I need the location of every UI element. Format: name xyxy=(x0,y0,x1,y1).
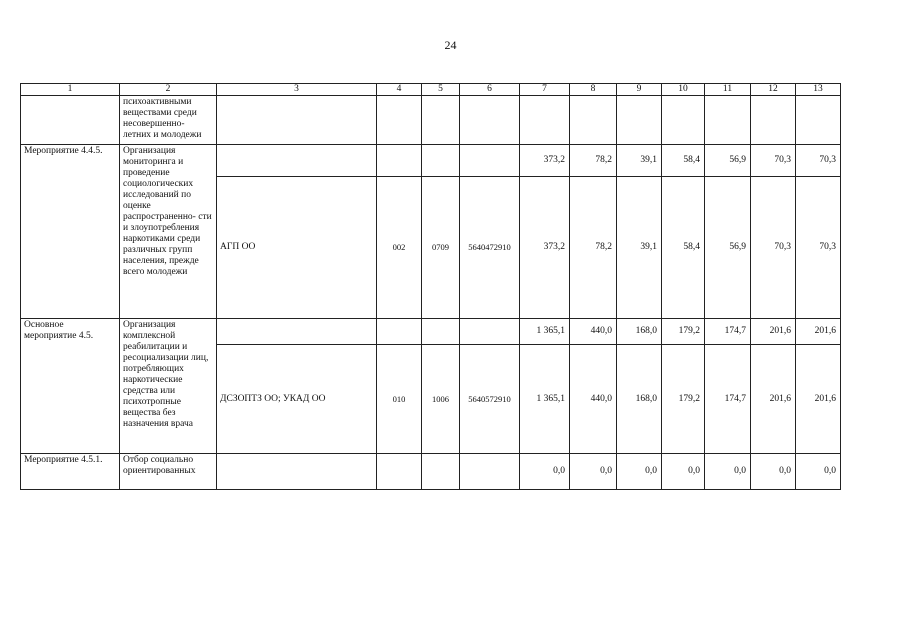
value-cell: 201,6 xyxy=(751,345,796,454)
header-cell: 5 xyxy=(422,84,460,96)
event-name-cell: психоактивными веществами среди несовершенно- летних и молодежи xyxy=(120,96,217,145)
value-cell: 78,2 xyxy=(570,177,617,319)
header-cell: 6 xyxy=(460,84,520,96)
value-cell: 168,0 xyxy=(617,319,662,345)
value-cell: 70,3 xyxy=(751,145,796,177)
code-cell: 002 xyxy=(377,177,422,319)
code-cell: 010 xyxy=(377,345,422,454)
value-cell: 201,6 xyxy=(796,345,841,454)
event-id-cell: Мероприятие 4.4.5. xyxy=(21,145,120,319)
executor-cell: АГП ОО xyxy=(217,177,377,319)
header-cell: 7 xyxy=(520,84,570,96)
value-cell: 440,0 xyxy=(570,345,617,454)
event-name-cell: Организация комплексной реабилитации и ресоциализации лиц, потребляющих наркотические средства или психотропные вещества без назначения врача xyxy=(120,319,217,454)
code-cell: 5640572910 xyxy=(460,345,520,454)
value-cell: 174,7 xyxy=(705,345,751,454)
value-cell: 70,3 xyxy=(796,177,841,319)
table-row xyxy=(21,145,841,177)
code-cell: 1006 xyxy=(422,345,460,454)
event-id-cell: Мероприятие 4.5.1. xyxy=(21,454,120,490)
code-cell: 0709 xyxy=(422,177,460,319)
header-cell: 11 xyxy=(705,84,751,96)
value-cell: 0,0 xyxy=(520,454,570,490)
header-cell: 1 xyxy=(21,84,120,96)
value-cell: 201,6 xyxy=(751,319,796,345)
budget-table xyxy=(20,83,841,490)
value-cell: 174,7 xyxy=(705,319,751,345)
value-cell: 179,2 xyxy=(662,319,705,345)
value-cell: 0,0 xyxy=(617,454,662,490)
value-cell: 78,2 xyxy=(570,145,617,177)
header-cell: 13 xyxy=(796,84,841,96)
header-cell: 10 xyxy=(662,84,705,96)
value-cell: 1 365,1 xyxy=(520,319,570,345)
value-cell: 0,0 xyxy=(751,454,796,490)
header-cell: 4 xyxy=(377,84,422,96)
value-cell: 39,1 xyxy=(617,145,662,177)
header-cell: 12 xyxy=(751,84,796,96)
header-cell: 8 xyxy=(570,84,617,96)
value-cell: 0,0 xyxy=(705,454,751,490)
value-cell: 1 365,1 xyxy=(520,345,570,454)
header-cell: 3 xyxy=(217,84,377,96)
value-cell: 0,0 xyxy=(796,454,841,490)
value-cell: 56,9 xyxy=(705,145,751,177)
code-cell: 5640472910 xyxy=(460,177,520,319)
header-row xyxy=(21,84,841,96)
event-id-cell xyxy=(21,96,120,145)
value-cell: 58,4 xyxy=(662,177,705,319)
value-cell: 0,0 xyxy=(570,454,617,490)
executor-cell: ДСЗОПТЗ ОО; УКАД ОО xyxy=(217,345,377,454)
event-id-cell: Основное мероприятие 4.5. xyxy=(21,319,120,454)
value-cell: 440,0 xyxy=(570,319,617,345)
value-cell: 0,0 xyxy=(662,454,705,490)
value-cell: 56,9 xyxy=(705,177,751,319)
value-cell: 373,2 xyxy=(520,177,570,319)
value-cell: 201,6 xyxy=(796,319,841,345)
page-number: 24 xyxy=(444,38,457,52)
event-name-cell: Организация мониторинга и проведение социологических исследований по оценке распространенно- сти и злоупотребления наркотиками среди различных групп населения, прежде всего молодежи xyxy=(120,145,217,319)
table-row xyxy=(21,454,841,490)
value-cell: 168,0 xyxy=(617,345,662,454)
event-name-cell: Отбор социально ориентированных xyxy=(120,454,217,490)
table-row xyxy=(21,96,841,145)
header-cell: 9 xyxy=(617,84,662,96)
value-cell: 70,3 xyxy=(796,145,841,177)
value-cell: 70,3 xyxy=(751,177,796,319)
value-cell: 58,4 xyxy=(662,145,705,177)
value-cell: 39,1 xyxy=(617,177,662,319)
value-cell: 373,2 xyxy=(520,145,570,177)
table-row xyxy=(21,319,841,345)
value-cell: 179,2 xyxy=(662,345,705,454)
header-cell: 2 xyxy=(120,84,217,96)
